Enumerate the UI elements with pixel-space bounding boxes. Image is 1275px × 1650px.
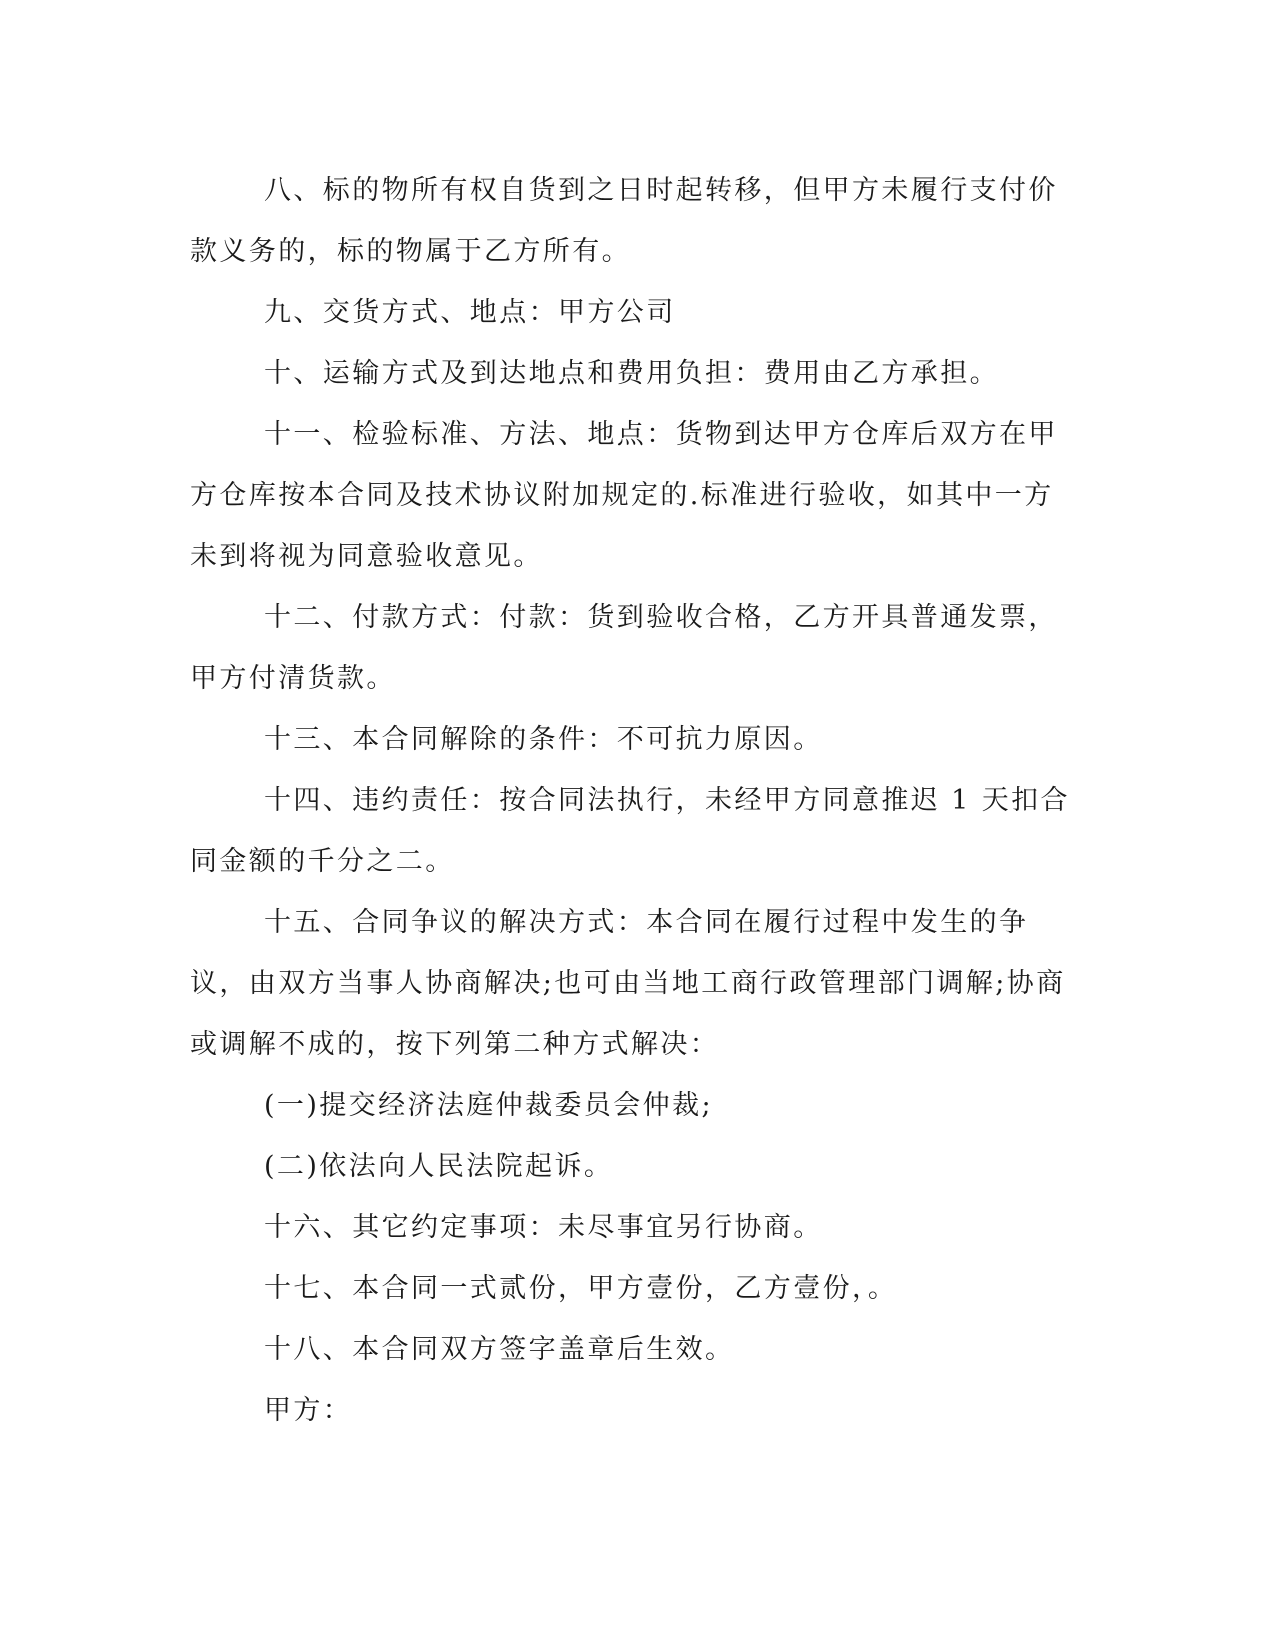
clause-14-paragraph: 十四、违约责任：按合同法执行，未经甲方同意推迟 1 天扣合同金额的千分之二。	[190, 785, 1070, 877]
clause-16-paragraph: 十六、其它约定事项：未尽事宜另行协商。	[264, 1212, 823, 1243]
contract-body	[190, 160, 1070, 1441]
clause-11-paragraph: 十一、检验标准、方法、地点：货物到达甲方仓库后双方在甲方仓库按本合同及技术协议附加规定的.标准进行验收，如其中一方未到将视为同意验收意见。	[190, 419, 1058, 572]
clause-10-paragraph: 十、运输方式及到达地点和费用负担：费用由乙方承担。	[264, 358, 999, 389]
clause-17-paragraph: 十七、本合同一式贰份，甲方壹份，乙方壹份，。	[264, 1273, 898, 1304]
clause-13-paragraph: 十三、本合同解除的条件：不可抗力原因。	[264, 724, 823, 755]
clause-15-option-2: (二)依法向人民法院起诉。	[264, 1151, 614, 1182]
clause-15-option-1: (一)提交经济法庭仲裁委员会仲裁;	[264, 1090, 713, 1121]
party-a-signature-label: 甲方：	[264, 1395, 353, 1426]
clause-8-paragraph: 八、标的物所有权自货到之日时起转移，但甲方未履行支付价款义务的，标的物属于乙方所有。	[190, 175, 1058, 267]
clause-18-paragraph: 十八、本合同双方签字盖章后生效。	[264, 1334, 735, 1365]
clause-12-paragraph: 十二、付款方式：付款：货到验收合格，乙方开具普通发票，甲方付清货款。	[190, 602, 1058, 694]
clause-9-paragraph: 九、交货方式、地点：甲方公司	[264, 297, 676, 328]
clause-15-paragraph: 十五、合同争议的解决方式：本合同在履行过程中发生的争议，由双方当事人协商解决;也可由当地工商行政管理部门调解;协商或调解不成的，按下列第二种方式解决：	[190, 907, 1066, 1060]
